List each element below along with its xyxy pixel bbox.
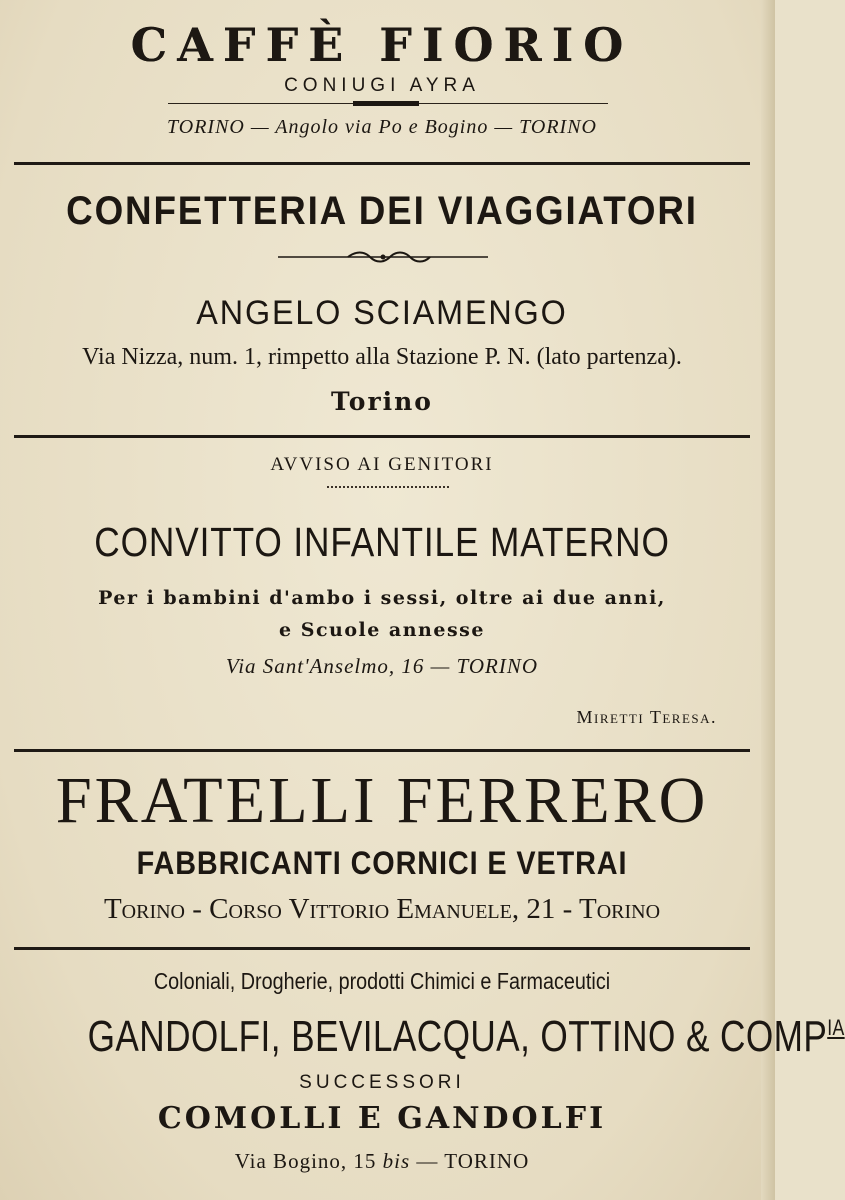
ferrero-title: FRATELLI FERRERO bbox=[55, 764, 709, 837]
ferrero-address: Torino - Corso Vittorio Emanuele, 21 - Torino bbox=[103, 893, 661, 925]
caffe-fiorio-address: TORINO — Angolo via Po e Bogino — TORINO bbox=[166, 116, 597, 138]
gandolfi-trades: Coloniali, Drogherie, prodotti Chimici e Farmaceutici bbox=[153, 968, 611, 994]
gandolfi-firm-name: GANDOLFI, BEVILACQUA, OTTINO & COMP bbox=[87, 1012, 828, 1061]
gandolfi-address-street: Via Bogino, 15 bbox=[234, 1149, 377, 1173]
gandolfi-successori: SUCCESSORI bbox=[299, 1072, 465, 1093]
gandolfi-firm bbox=[87, 1012, 845, 1061]
caffe-fiorio-subtitle: CONIUGI AYRA bbox=[284, 75, 480, 96]
convitto-address: Via Sant'Anselmo, 16 — TORINO bbox=[225, 654, 539, 678]
convitto-signature: Miretti Teresa. bbox=[576, 707, 717, 727]
ferrero-subtitle: FABBRICANTI CORNICI E VETRAI bbox=[136, 845, 628, 881]
ornament-bar bbox=[353, 101, 419, 106]
gandolfi-address bbox=[14, 1151, 750, 1172]
section-divider bbox=[14, 162, 750, 165]
convitto-notice: AVVISO AI GENITORI bbox=[270, 454, 494, 475]
convitto-title: CONVITTO INFANTILE MATERNO bbox=[94, 519, 670, 565]
gandolfi-address-city: — TORINO bbox=[416, 1149, 530, 1173]
section-divider bbox=[14, 435, 750, 438]
section-divider bbox=[14, 947, 750, 950]
gandolfi-successors-name: COMOLLI E GANDOLFI bbox=[157, 1101, 607, 1136]
caffe-fiorio-title: CAFFÈ FIORIO bbox=[130, 18, 634, 72]
convitto-line-2: e Scuole annesse bbox=[279, 619, 485, 641]
flourish-ornament bbox=[278, 249, 488, 265]
confetteria-city: Torino bbox=[331, 387, 433, 416]
confetteria-address: Via Nizza, num. 1, rimpetto alla Stazione P. N. (lato partenza). bbox=[82, 344, 682, 370]
dotted-rule bbox=[327, 486, 449, 488]
convitto-line-1: Per i bambini d'ambo i sessi, oltre ai due anni, bbox=[98, 587, 666, 609]
confetteria-owner: ANGELO SCIAMENGO bbox=[196, 294, 568, 332]
confetteria-title: CONFETTERIA DEI VIAGGIATORI bbox=[66, 189, 698, 233]
gandolfi-firm-suffix: IA bbox=[827, 1015, 845, 1040]
section-divider bbox=[14, 749, 750, 752]
gandolfi-address-bis: bis bbox=[382, 1149, 411, 1173]
